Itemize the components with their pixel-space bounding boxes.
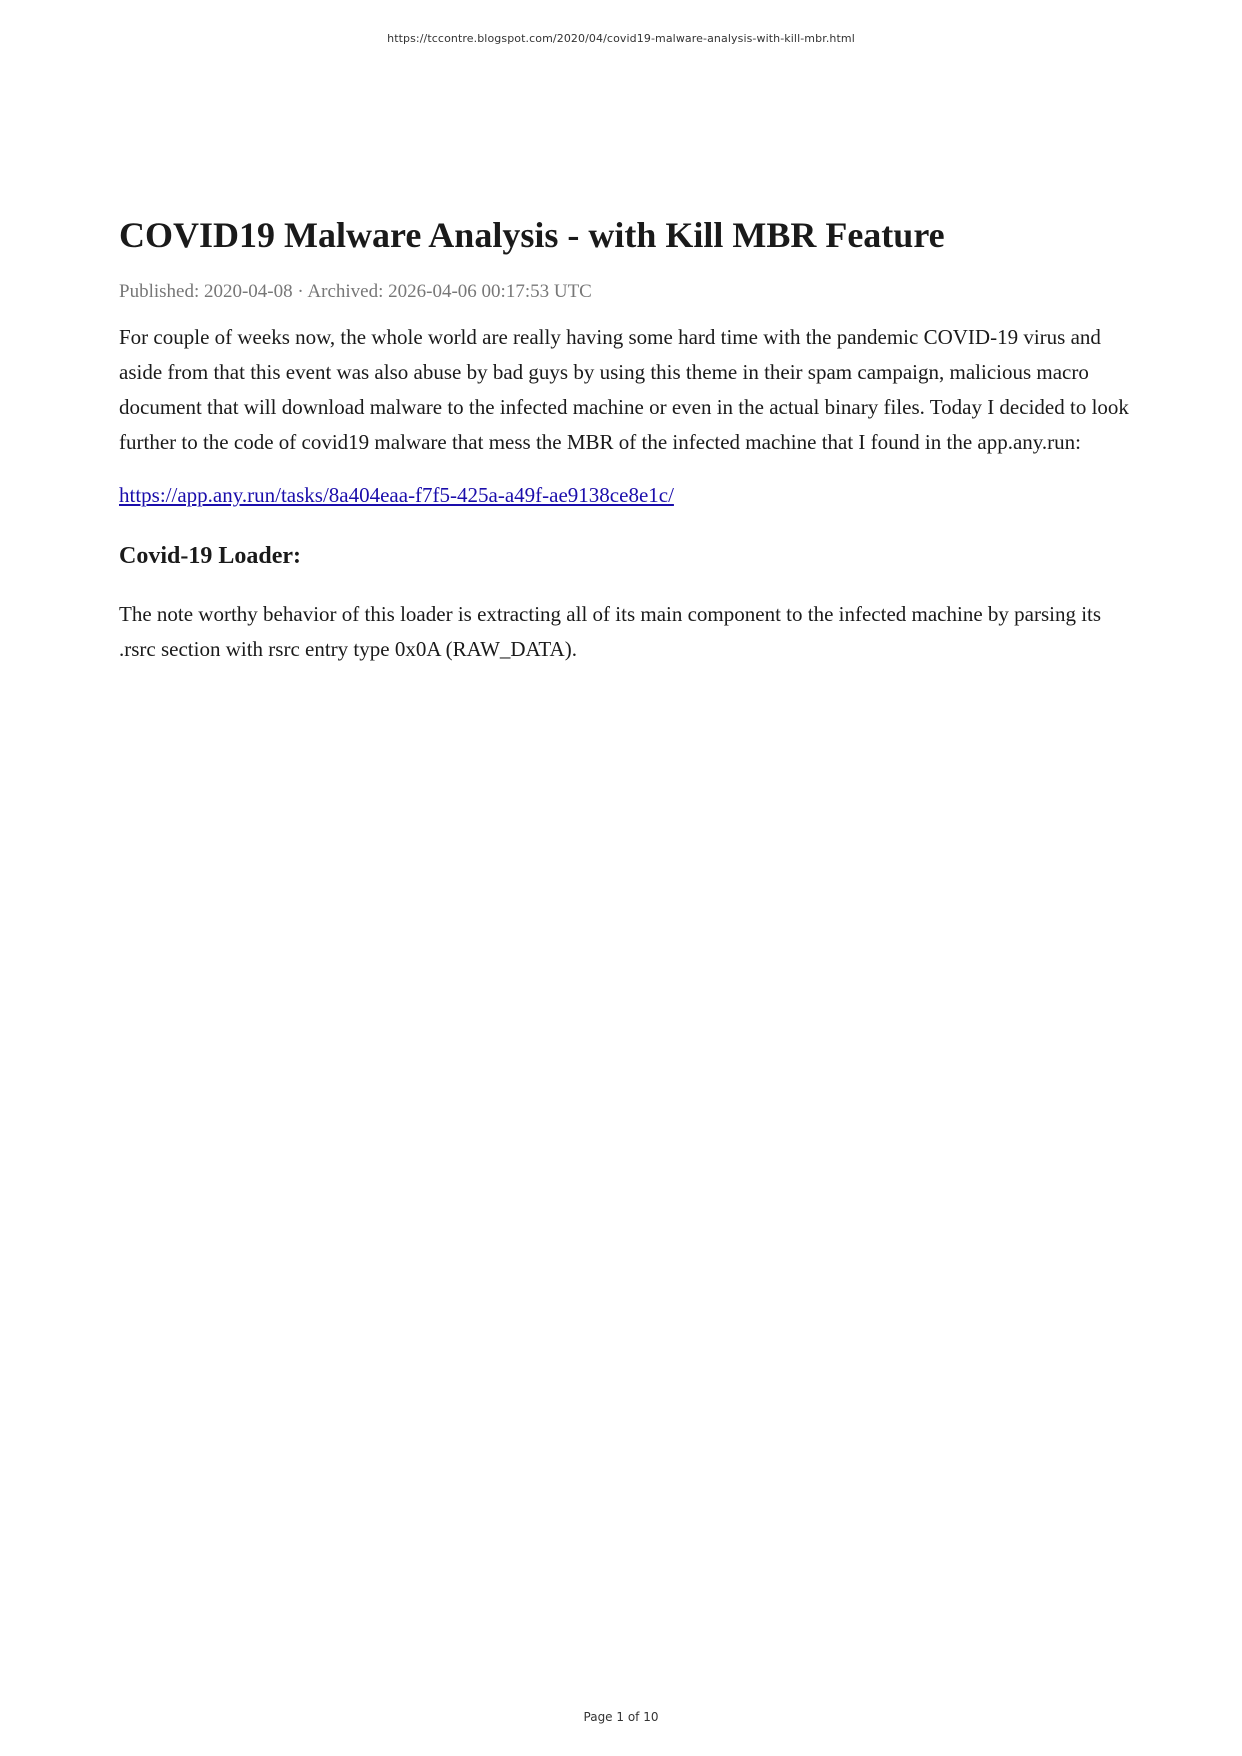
article-title: COVID19 Malware Analysis - with Kill MBR Feature <box>119 215 945 255</box>
section-heading: Covid-19 Loader: <box>119 543 301 569</box>
page-number: Page 1 of 10 <box>583 1710 659 1724</box>
article <box>119 208 1129 667</box>
page-header-url: https://tccontre.blogspot.com/2020/04/covid19-malware-analysis-with-kill-mbr.html <box>387 32 855 45</box>
intro-paragraph: For couple of weeks now, the whole world are really having some hard time with the pandemic COVID-19 virus and aside from that this event was also abuse by bad guys by using this theme in their spam campaign, malicious macro document that will download malware to the infected machine or even in the actual binary files. Today I decided to look further to the code of covid19 malware that mess the MBR of the infected machine that I found in the app.any.run: <box>119 325 1129 454</box>
section-paragraph: The note worthy behavior of this loader is extracting all of its main component to the infected machine by parsing its .rsrc section with rsrc entry type 0x0A (RAW_DATA). <box>119 602 1102 661</box>
article-meta: Published: 2020-04-08 · Archived: 2026-04-06 00:17:53 UTC <box>119 281 592 302</box>
any-run-task-link[interactable]: https://app.any.run/tasks/8a404eaa-f7f5-425a-a49f-ae9138ce8e1c/ <box>119 483 674 507</box>
link-paragraph <box>119 478 1129 513</box>
